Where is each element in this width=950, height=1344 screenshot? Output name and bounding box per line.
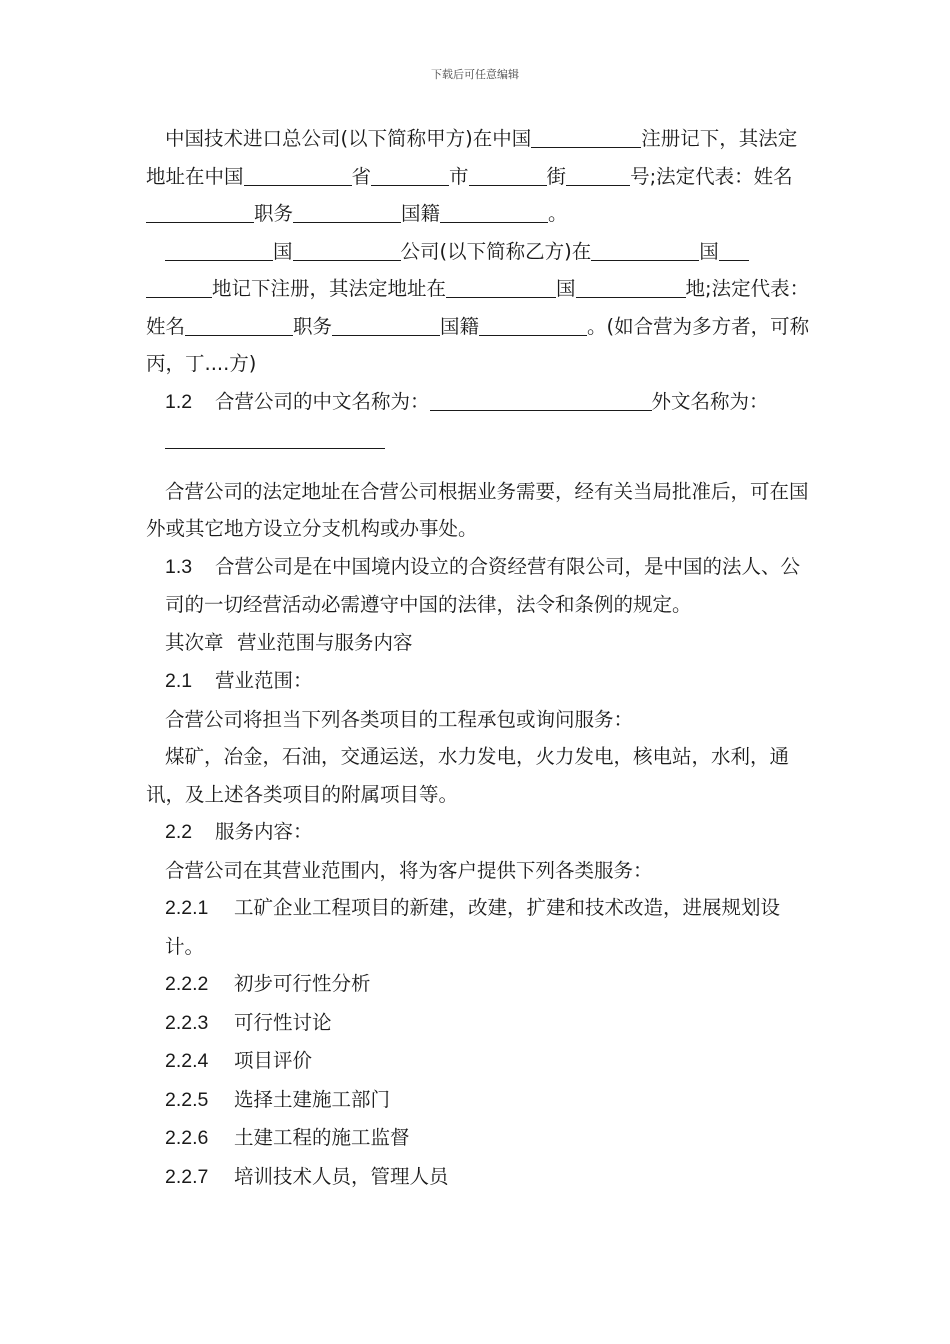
section-number: 2.2.1 xyxy=(165,897,209,919)
blank-field xyxy=(165,426,385,449)
party-a-text: 。 xyxy=(548,202,568,225)
item-text: 项目评价 xyxy=(234,1049,313,1072)
blank-field xyxy=(591,238,699,261)
party-b-text: 职务 xyxy=(293,314,333,338)
section-1-3 xyxy=(146,548,814,624)
blank-field xyxy=(566,163,630,186)
blank-field xyxy=(146,200,254,223)
item-number: 2.2.6 xyxy=(165,1127,209,1149)
party-a-text: 市 xyxy=(449,164,469,188)
section-text: 工矿企业工程项目的新建，改建，扩建和技术改造，进展规划设计。 xyxy=(165,896,781,958)
scope-paragraph: 合营公司将担当下列各类项目的工程承包或询问服务： xyxy=(165,707,634,731)
blank-field xyxy=(479,313,587,336)
party-b-text: 公司(以下简称乙方)在 xyxy=(400,239,592,263)
list-item xyxy=(146,1042,814,1081)
party-b-text: 国 xyxy=(556,277,576,300)
section-text: 营业范围： xyxy=(215,669,313,692)
party-a-text: 注册记下，其法定地址在中国 xyxy=(146,127,798,188)
chapter-title: 营业范围与服务内容 xyxy=(237,630,413,654)
document-body xyxy=(146,120,814,1196)
list-item xyxy=(146,1158,814,1197)
list-item xyxy=(146,1004,814,1043)
blank-field xyxy=(531,125,641,148)
party-b-text: 国 xyxy=(699,239,719,263)
party-a-text: 号;法定代表：姓名 xyxy=(630,164,793,188)
item-number: 2.2.3 xyxy=(165,1011,209,1034)
chapter-number: 其次章 xyxy=(165,631,224,654)
item-number: 2.2.4 xyxy=(165,1050,209,1072)
list-item xyxy=(146,965,814,1004)
item-number: 2.2.7 xyxy=(165,1165,209,1188)
party-a-text: 街 xyxy=(546,164,567,188)
party-b-text: 国籍 xyxy=(440,314,480,338)
party-b-text: 地记下注册，其法定地址在 xyxy=(212,277,447,300)
blank-field xyxy=(446,275,556,298)
party-b-text: 。(如合营为多方者，可称丙，丁....方) xyxy=(146,314,810,375)
item-text: 培训技术人员，管理人员 xyxy=(234,1164,449,1188)
blank-field xyxy=(440,200,548,223)
section-text: 外文名称为： xyxy=(651,389,769,413)
party-b-text: 地;法定代表：姓名 xyxy=(146,277,810,338)
blank-field xyxy=(332,313,440,336)
item-text: 可行性讨论 xyxy=(234,1010,332,1034)
blank-field xyxy=(165,238,273,261)
party-b-paragraph xyxy=(146,233,814,383)
item-text: 土建工程的施工监督 xyxy=(234,1126,410,1149)
items-paragraph: 煤矿，冶金，石油，交通运送，水力发电，火力发电，核电站，水利，通讯，及上述各类项目的附属项目等。 xyxy=(146,745,790,806)
party-b-text: 国 xyxy=(273,239,293,263)
list-item xyxy=(146,1119,814,1158)
page-header: 下载后可任意编辑 xyxy=(431,68,519,81)
section-text: 服务内容： xyxy=(215,820,313,843)
blank-field xyxy=(293,238,401,261)
blank-field xyxy=(146,275,212,298)
blank-field xyxy=(371,163,449,186)
services-paragraph: 合营公司在其营业范围内，将为客户提供下列各类服务： xyxy=(165,858,653,882)
party-a-text: 省 xyxy=(351,164,372,188)
blank-field xyxy=(576,275,686,298)
blank-field xyxy=(293,200,401,223)
item-number: 2.2.5 xyxy=(165,1088,209,1111)
party-a-paragraph xyxy=(146,120,814,233)
blank-field xyxy=(719,238,749,261)
blank-field xyxy=(244,163,352,186)
chapter-heading xyxy=(146,624,814,663)
list-item xyxy=(146,1081,814,1120)
section-2-1 xyxy=(146,662,814,701)
section-1-2 xyxy=(146,383,814,459)
item-number: 2.2.2 xyxy=(165,973,209,995)
section-number: 1.2 xyxy=(165,390,193,413)
section-number: 2.1 xyxy=(165,670,193,692)
section-number: 2.2 xyxy=(165,821,193,843)
item-text: 选择土建施工部门 xyxy=(234,1087,391,1111)
blank-field xyxy=(430,388,652,411)
section-2-2 xyxy=(146,813,814,852)
section-text: 合营公司是在中国境内设立的合资经营有限公司，是中国的法人、公司的一切经营活动必需遵守中国的法律，法令和条例的规定。 xyxy=(165,554,801,616)
blank-field xyxy=(185,313,293,336)
party-a-text: 职务 xyxy=(254,202,294,225)
item-text: 初步可行性分析 xyxy=(234,972,371,995)
blank-field xyxy=(469,163,547,186)
party-a-text: 国籍 xyxy=(401,202,441,225)
party-a-text: 中国技术进口总公司(以下简称甲方)在中国 xyxy=(165,127,532,150)
section-text: 合营公司的中文名称为： xyxy=(215,389,430,413)
address-paragraph: 合营公司的法定地址在合营公司根据业务需要，经有关当局批准后，可在国外或其它地方设立分支机构或办事处。 xyxy=(146,479,809,540)
section-2-2-1 xyxy=(146,889,814,965)
section-number: 1.3 xyxy=(165,555,193,578)
